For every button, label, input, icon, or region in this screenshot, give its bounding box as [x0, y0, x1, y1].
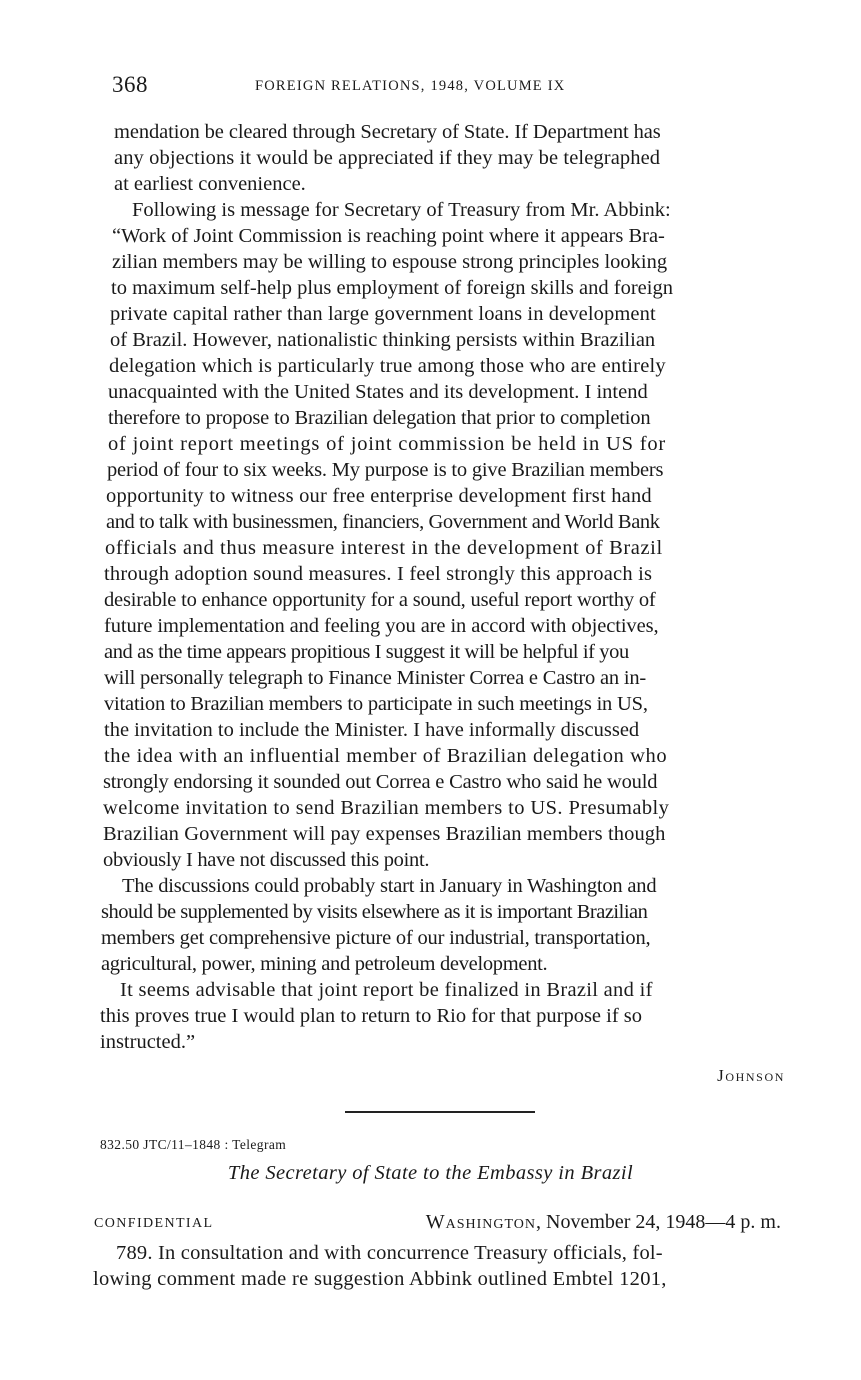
- text-line: “Work of Joint Commission is reaching point where it appears Bra-: [112, 225, 665, 247]
- text-line: vitation to Brazilian members to participate in such meetings in US,: [104, 693, 648, 715]
- classification-label: CONFIDENTIAL: [94, 1216, 214, 1231]
- text-line: delegation which is particularly true among those who are entirely: [109, 355, 666, 377]
- text-line: to maximum self-help plus employment of foreign skills and foreign: [111, 277, 673, 299]
- text-line: Following is message for Secretary of Treasury from Mr. Abbink:: [132, 199, 671, 221]
- text-line: period of four to six weeks. My purpose is to give Brazilian members: [107, 459, 664, 481]
- file-reference: 832.50 JTC/11–1848 : Telegram: [100, 1137, 287, 1152]
- text-line: private capital rather than large government loans in development: [110, 303, 656, 325]
- dateline-date: , November 24, 1948—4 p. m.: [536, 1211, 781, 1233]
- text-line: should be supplemented by visits elsewhere as it is important Brazilian: [101, 901, 648, 923]
- text-line: officials and thus measure interest in the development of Brazil: [105, 537, 663, 559]
- text-line: zilian members may be willing to espouse strong principles looking: [112, 251, 668, 273]
- text-line: welcome invitation to send Brazilian members to US. Presumably: [103, 797, 670, 819]
- text-line: the invitation to include the Minister. I have informally discussed: [104, 719, 640, 741]
- text-line: through adoption sound measures. I feel strongly this approach is: [104, 563, 653, 585]
- text-line: The discussions could probably start in January in Washington and: [122, 875, 657, 897]
- text-line: desirable to enhance opportunity for a sound, useful report worthy of: [104, 589, 656, 611]
- text-line: opportunity to witness our free enterprise development first hand: [106, 485, 652, 507]
- dateline: [426, 1211, 781, 1234]
- text-line: obviously I have not discussed this point.: [103, 849, 430, 871]
- text-line: the idea with an influential member of Brazilian delegation who: [104, 745, 668, 767]
- text-line: members get comprehensive picture of our industrial, transportation,: [101, 927, 651, 949]
- section-divider: [345, 1111, 535, 1113]
- dateline-place: Washington: [425, 1211, 537, 1233]
- signature: Johnson: [717, 1066, 785, 1085]
- text-line: therefore to propose to Brazilian delegation that prior to completion: [108, 407, 651, 429]
- running-head-title: FOREIGN RELATIONS, 1948, VOLUME IX: [255, 78, 566, 94]
- text-line: lowing comment made re suggestion Abbink outlined Embtel 1201,: [93, 1268, 667, 1290]
- running-head: [112, 72, 672, 102]
- text-line: strongly endorsing it sounded out Correa e Castro who said he would: [103, 771, 658, 793]
- text-line: agricultural, power, mining and petroleum development.: [101, 953, 548, 975]
- text-line: will personally telegraph to Finance Minister Correa e Castro an in-: [104, 667, 647, 689]
- text-line: any objections it would be appreciated if they may be telegraphed: [114, 147, 661, 169]
- text-line: future implementation and feeling you are in accord with objectives,: [104, 615, 659, 637]
- text-line: this proves true I would plan to return to Rio for that purpose if so: [100, 1005, 643, 1027]
- text-line: and to talk with businessmen, financiers, Government and World Bank: [106, 511, 660, 533]
- text-line: and as the time appears propitious I suggest it will be helpful if you: [104, 641, 629, 663]
- telegram-text: [93, 1240, 793, 1292]
- document-title: The Secretary of State to the Embassy in Brazil: [227, 1162, 634, 1184]
- body-text: [100, 119, 800, 1055]
- text-line: instructed.”: [100, 1031, 196, 1053]
- text-line: Brazilian Government will pay expenses Brazilian members though: [103, 823, 666, 845]
- text-line: 789. In consultation and with concurrence Treasury officials, fol-: [116, 1242, 663, 1264]
- text-line: of Brazil. However, nationalistic thinking persists within Brazilian: [110, 329, 656, 351]
- text-line: It seems advisable that joint report be finalized in Brazil and if: [120, 979, 653, 1001]
- text-line: of joint report meetings of joint commission be held in US for: [108, 433, 667, 455]
- text-line: at earliest convenience.: [114, 173, 306, 195]
- text-line: unacquainted with the United States and its development. I intend: [108, 381, 648, 403]
- page-number: 368: [112, 72, 148, 97]
- text-line: mendation be cleared through Secretary of State. If Department has: [114, 121, 661, 143]
